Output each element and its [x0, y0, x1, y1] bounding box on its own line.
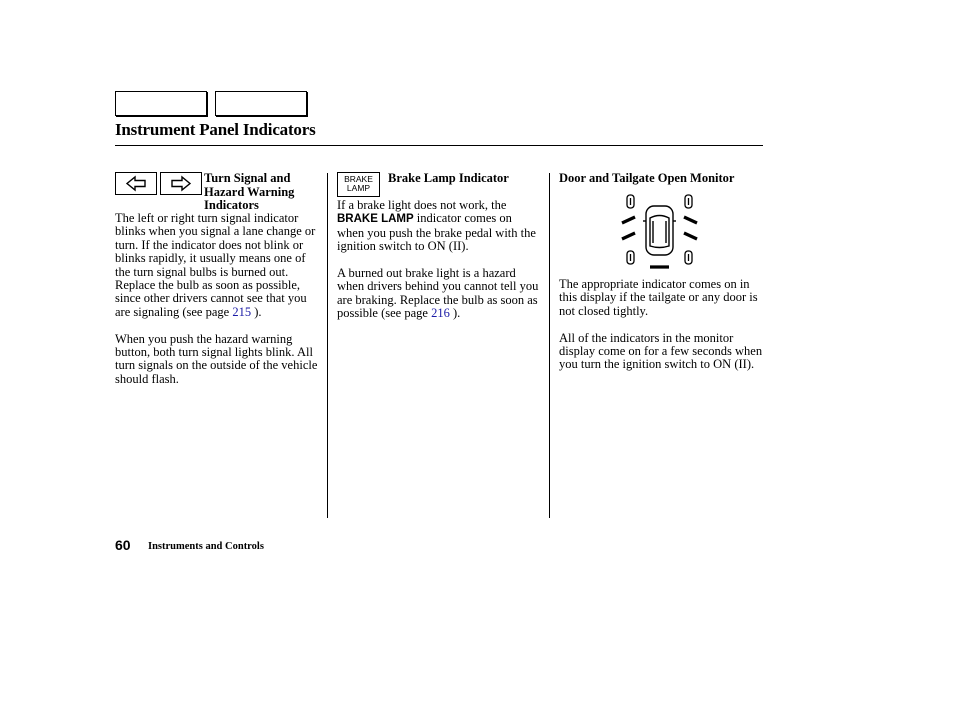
door-monitor-heading: Door and Tailgate Open Monitor	[559, 171, 735, 185]
page-215-link[interactable]: 215	[232, 304, 252, 319]
door-monitor-paragraph-1: The appropriate indicator comes on in this display if the tailgate or any door is not closed tightly.	[559, 277, 758, 318]
door-monitor-paragraph-2: All of the indicators in the monitor display come on for a few seconds when you turn the ignition switch to ON (II).	[559, 330, 763, 372]
right-arrow-icon	[160, 172, 202, 195]
header-tab-box-2	[215, 91, 307, 116]
brake-lamp-para2-text: A burned out brake light is a hazard when drivers behind you cannot tell you are braking. Replace the bulb as soon as possible (see page	[337, 266, 539, 321]
left-arrow-icon	[115, 172, 157, 195]
brake-lamp-icon	[337, 172, 380, 197]
turn-signal-para1-end: ).	[251, 304, 262, 319]
header-tab-box-1	[115, 91, 207, 116]
brake-lamp-para2-end: ).	[449, 306, 461, 321]
title-divider	[115, 145, 763, 146]
turn-signal-heading-line-1: Turn Signal and	[204, 171, 291, 185]
brake-lamp-heading: Brake Lamp Indicator	[388, 171, 509, 185]
door-monitor-body	[559, 278, 763, 385]
footer-section-name: Instruments and Controls	[148, 541, 264, 552]
turn-signal-para1-text: The left or right turn signal indicator blinks when you signal a lane change or turn. If the indicator does not blink or blinks rapidly, it usually means one of the turn signal bulbs is burned out. Replace the bulb as soon as possible, since other drivers cannot see that you are signaling (see page	[115, 211, 316, 319]
door-open-monitor-icon	[617, 191, 701, 272]
page-216-link[interactable]: 216	[431, 306, 450, 321]
brake-lamp-body	[337, 199, 541, 334]
brake-lamp-paragraph-1	[337, 199, 541, 254]
brake-lamp-icon-line-2: LAMP	[346, 183, 371, 193]
column-divider-2	[549, 173, 550, 518]
turn-signal-paragraph-2: When you push the hazard warning button, both turn signal lights blink. All turn signals on the outside of the vehicle should flash.	[115, 331, 318, 386]
brake-lamp-paragraph-2	[337, 267, 541, 321]
column-divider-1	[327, 173, 328, 518]
brake-lamp-para1-end: indicator comes on when you push the brake pedal with the ignition switch to ON (II).	[337, 211, 536, 254]
page-number: 60	[115, 537, 131, 553]
turn-signal-heading-line-2: Hazard Warning	[204, 184, 295, 199]
brake-lamp-icon-line-1: BRAKE	[344, 174, 373, 184]
brake-lamp-label: BRAKE LAMP	[337, 213, 414, 226]
turn-signal-paragraph-1	[115, 212, 321, 319]
page-title: Instrument Panel Indicators	[115, 120, 316, 139]
brake-lamp-para1-text: If a brake light does not work, the	[337, 198, 507, 212]
turn-signal-heading	[204, 172, 324, 213]
turn-signal-body	[115, 212, 321, 400]
turn-signal-heading-line-3: Indicators	[204, 198, 259, 212]
